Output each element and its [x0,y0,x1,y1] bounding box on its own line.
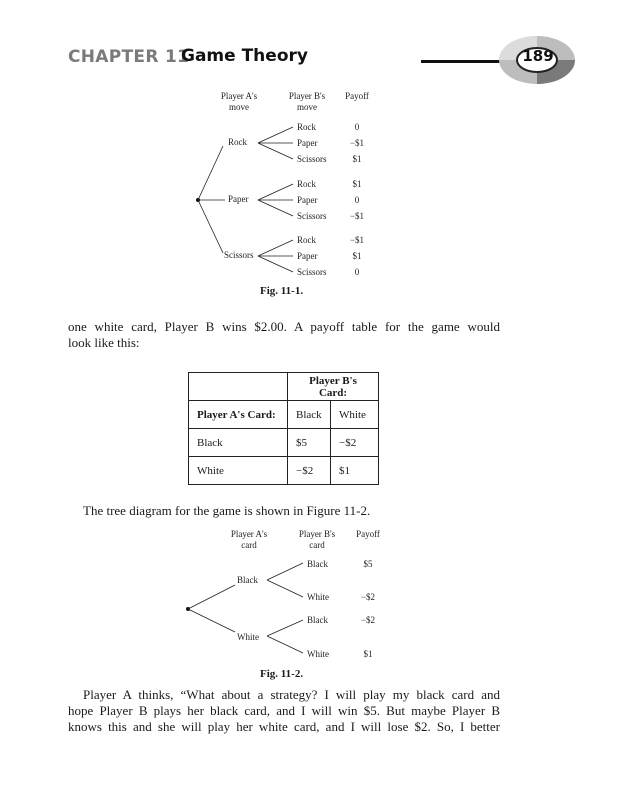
table-col-black: Black [288,401,331,429]
figure-1-caption: Fig. 11-1. [260,285,304,297]
fig2-col-a-header: Player A's [230,529,268,539]
fig2-col-b-header: Player B's [298,529,336,539]
table-row-label-white: White [189,457,288,485]
fig2-payoff-header: Payoff [356,529,380,539]
fig1-payoff-4: $1 [352,179,362,189]
fig2-payoff-3: −$2 [360,615,376,625]
fig2-a-card-black: Black [237,575,258,585]
fig1-b-move-4: Rock [297,179,316,189]
paragraph-1-line-1: one white card, Player B wins $2.00. A payoff table for the game would [68,319,500,334]
paragraph-2: The tree diagram for the game is shown in Figure 11-2. [83,503,371,518]
fig1-payoff-6: −$1 [349,211,365,221]
paragraph-3-line-2: hope Player B plays her black card, and I will win $5. But maybe Player B [68,703,500,718]
paragraph-3-line-1: Player A thinks, “What about a strategy? I will play my black card and [83,687,500,702]
table-cell-white-white: $1 [331,457,379,485]
table-row-label-black: Black [189,429,288,457]
fig1-col-b-header-2: move [297,102,317,112]
fig1-a-move-scissors: Scissors [224,250,254,260]
fig1-b-move-3: Scissors [297,154,327,164]
fig1-b-move-2: Paper [297,138,318,148]
fig1-col-b-header: Player B's [288,91,326,101]
paragraph-3-line-3: knows this and she will play her white card, and I will lose $2. So, I better [68,719,500,734]
table-player-a-header: Player A's Card: [189,401,288,429]
table-cell-black-white: −$2 [331,429,379,457]
fig1-col-a-header: Player A's [220,91,258,101]
fig2-b-card-4: White [307,649,329,659]
fig2-payoff-1: $5 [363,559,373,569]
fig1-col-a-header-2: move [229,102,249,112]
page-number: 189 [522,47,554,65]
fig1-b-move-6: Scissors [297,211,327,221]
fig1-payoff-9: 0 [354,267,360,277]
table-cell-white-black: −$2 [288,457,331,485]
fig2-a-card-white: White [237,632,259,642]
fig2-col-a-header-2: card [241,540,257,550]
fig1-a-move-rock: Rock [228,137,247,147]
paragraph-3 [68,687,500,735]
fig1-b-move-5: Paper [297,195,318,205]
fig2-b-card-1: Black [307,559,328,569]
fig1-payoff-3: $1 [352,154,362,164]
fig1-payoff-5: 0 [354,195,360,205]
fig2-b-card-2: White [307,592,329,602]
fig1-payoff-8: $1 [352,251,362,261]
fig2-a-branches [188,585,235,632]
chapter-title: Game Theory [181,46,308,66]
figure-2-caption: Fig. 11-2. [260,668,304,680]
fig1-b-move-1: Rock [297,122,316,132]
paragraph-1-line-2: look like this: [68,335,140,350]
fig1-b-move-7: Rock [297,235,316,245]
fig1-payoff-1: 0 [354,122,360,132]
fig2-b-card-3: Black [307,615,328,625]
fig1-payoff-7: −$1 [349,235,365,245]
fig1-b-move-9: Scissors [297,267,327,277]
table-player-b-header: Player B's Card: [288,373,379,401]
fig2-col-b-header-2: card [309,540,325,550]
fig1-payoff-header: Payoff [345,91,369,101]
chapter-label: CHAPTER 11 [68,47,190,67]
table-col-white: White [331,401,379,429]
table-cell-black-black: $5 [288,429,331,457]
fig1-b-move-8: Paper [297,251,318,261]
fig2-payoff-2: −$2 [360,592,376,602]
fig2-payoff-4: $1 [363,649,373,659]
fig1-a-move-paper: Paper [228,194,249,204]
fig1-payoff-2: −$1 [349,138,365,148]
fig2-b-branches [267,563,303,653]
